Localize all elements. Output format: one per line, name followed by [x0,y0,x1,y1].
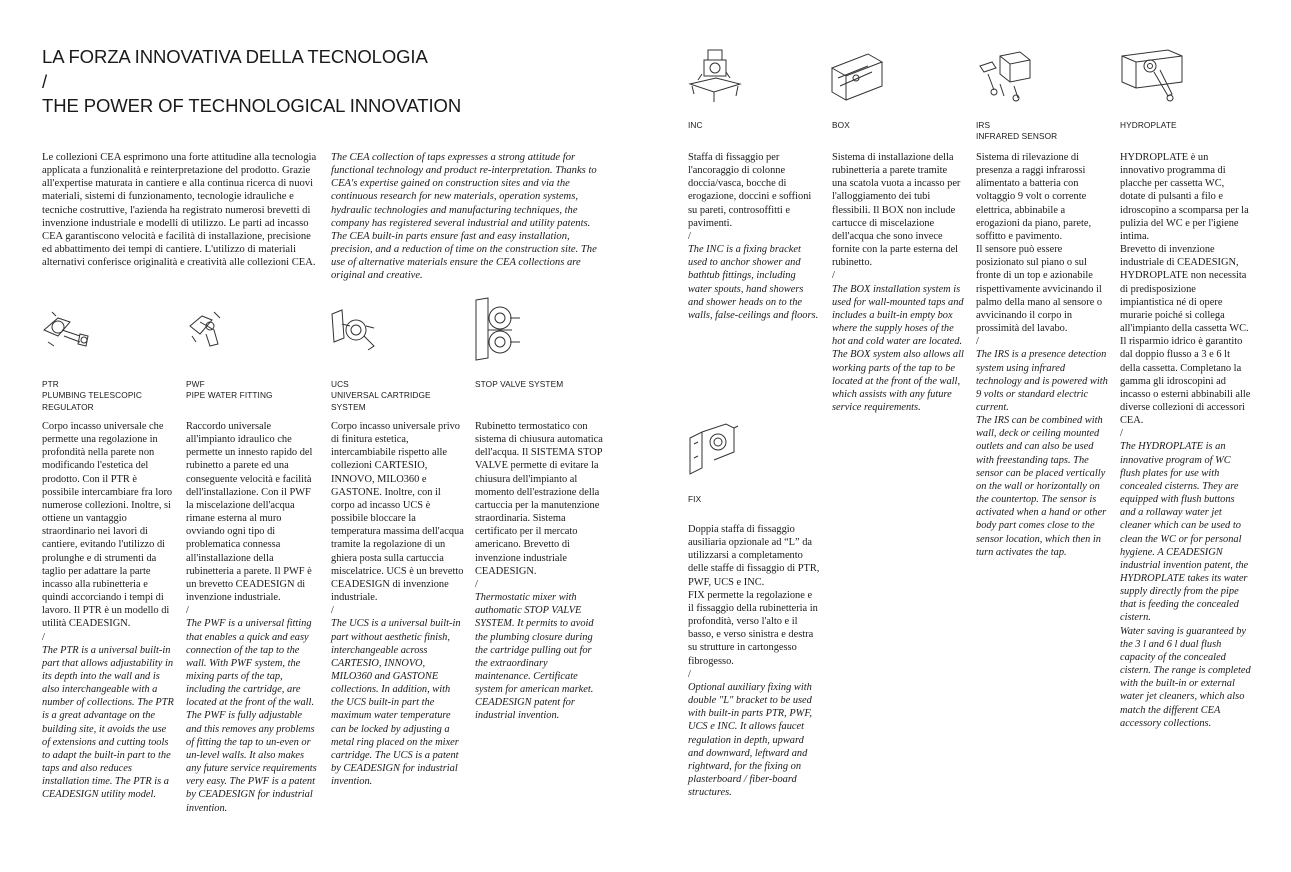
fix-text-italian-2: FIX permette la regolazione e il fissaggio della rubinetteria in profondità, verso l'alto e il basso, e verso sinistra e destra su strutture in cartongesso fibrogesso. [688,589,818,667]
separator: / [42,631,45,643]
fix-text-english: Optional auxiliary fixing with double "L" bracket to be used with built-in parts PTR, PWF, UCS e INC. It allows faucet regulation in depth, upward and downward, leftward and rightward, for the fixing on plasterboard / fiber-board structures. [688,681,812,799]
box-text [832,151,964,414]
irs-text-italian-1: Sistema di rilevazione di presenza a raggi infrarossi alimentato a batteria con voltaggio 9 volt o corrente elettrica, abbinabile a erogazioni da piano, parete, soffitto e pavimento. [976,152,1092,242]
intro-english: The CEA collection of taps expresses a strong attitude for functional technology and product re-interpretation. Thanks to CEA's expertise gained on construction sites and via the continuous research for new materials, operation systems, hydraulic technologies and manufacturing techniques, the company has registered several industrial and utility patents. The CEA built-in parts ensure fast and easy installation, precision, and a reduction of time on the construction site. The use of alternative materials ensure the CEA collections are original and creative. [331,152,597,282]
ptr-subtitle-1: PLUMBING TELESCOPIC [42,390,142,401]
separator: / [688,668,691,680]
hydroplate-text [1120,151,1252,730]
hydroplate-text-italian-2: Brevetto di invenzione industriale di CEADESIGN, HYDROPLATE non necessita di predisposizione impiantistica né di opere murarie poiché si collega all'impianto della cassetta WC. Il risparmio idrico è garantito dal doppio flusso a 3 e 6 lt della cassetta. Completano la gamma gli idroscopini ad incasso o esterni abbinabili alle diverse collezioni di accessori CEA. [1120,244,1251,427]
ucs-subtitle-1: UNIVERSAL CARTRIDGE [331,390,431,401]
separator: / [832,270,835,282]
separator: / [475,578,478,590]
separator: / [976,336,979,348]
box-text-english: The BOX installation system is used for wall-mounted taps and includes a built-in empty box where the supply hoses of the hot and cold water are located. The BOX system also allows all working parts of the tap to be located at the front of the wall, which assists with any future service requirements. [832,283,964,413]
inc-text-italian: Staffa di fissaggio per l'ancoraggio di colonne doccia/vasca, bocche di erogazione, doccini e soffioni su pareti, controsoffitti e pavimenti. [688,152,812,229]
separator: / [186,605,189,617]
box-code: BOX [832,120,850,130]
ptr-code: PTR [42,379,59,389]
ucs-code: UCS [331,379,349,389]
irs-text-italian-2: Il sensore può essere posizionato sul piano o sul fronte di un top e azionabile rispettivamente avvicinando il palmo della mano al sensore o avvicinando il corpo in prossimità del lavabo. [976,244,1103,335]
ucs-text-english: The UCS is a universal built-in part without aesthetic finish, interchangeable across CARTESIO, INNOVO, MILO360 and GASTONE collections. In addition, with the UCS built-in part the maximum water temperature can be locked by adjusting a metal ring placed on the mixer cartridge. The UCS is a patent by CEADESIGN for industrial invention. [331,618,461,788]
title-italian: LA FORZA INNOVATIVA DELLA TECNOLOGIA [42,46,428,67]
separator: / [1120,428,1123,440]
separator: / [331,605,334,617]
pwf-subtitle-1: PIPE WATER FITTING [186,390,273,401]
fix-bracket-drawing-icon [686,418,742,478]
ucs-text [331,420,464,788]
box-drawing-icon [828,48,886,104]
separator: / [688,230,691,242]
fix-text [688,523,820,799]
pwf-text [186,420,319,815]
ptr-text-english: The PTR is a universal built-in part that allows adjustability in its depth into the wall and is also interchangeable with a number of collections. The PTR is a great advantage on the building site, it avoids the use of extensions and cutting tools to adapt the built-in part to the taps and also reduces installation time. The PTR is a CEADESIGN utility model. [42,644,174,801]
ptr-fitting-drawing-icon [40,306,96,352]
ptr-text-italian: Corpo incasso universale che permette una regolazione in profondità nella parete non modificando l'estetica del prodotto. Con il PTR è possibile intercambiare fra loro numerose collezioni. Inoltre, si ottiene un vantaggio straordinario nei lavori di cantiere, evitando l'utilizzo di prolunghe e di strumenti da taglio per adattare la parte incasso alla rubinetteria e quindi accorciando i tempi di lavoro. Il PTR è un modello di utilità CEADESIGN. [42,421,173,630]
fix-label [688,494,701,505]
inc-bracket-drawing-icon [686,44,744,104]
stop-valve-text [475,420,605,723]
pwf-text-italian: Raccordo universale all'impianto idraulico che permette un innesto rapido del rubinetto a parete ed una conseguente velocità e facilità dell'installazione. Con il PWF la miscelazione dell'acqua rimane esterna al muro ovviando ogni tipo di problematica connessa all'installazione della rubinetteria a parete. Il PWF è un brevetto CEADESIGN di invenzione industriale. [186,421,313,604]
title-slash: / [42,70,48,92]
title-english: THE POWER OF TECHNOLOGICAL INNOVATION [42,95,462,116]
irs-label [976,120,1057,143]
ucs-label [331,379,431,413]
inc-text [688,151,820,322]
irs-text [976,151,1108,559]
fix-text-italian-1: Doppia staffa di fissaggio ausiliaria opzionale ad “L” da utilizzarsi a completamento delle staffe di fissaggio di PTR, PWF, UCS e INC. [688,524,820,588]
ptr-text [42,420,175,802]
stop-valve-text-english: Thermostatic mixer with authomatic STOP VALVE SYSTEM. It permits to avoid the plumbing closure during the cartridge pulling out for the extraordinary maintenance. Certificate system for american market. CEADESIGN patent for industrial invention. [475,592,594,722]
inc-text-english: The INC is a fixing bracket used to anchor shower and bathtub fittings, including water spouts, hand showers and shower heads on to the walls, false-ceilings and floors. [688,244,819,321]
hydroplate-label [1120,120,1177,131]
irs-text-english-1: The IRS is a presence detection system using infrared technology and is powered with 9 volts or standard electric current. [976,349,1108,413]
irs-text-english-2: The IRS can be combined with wall, deck or ceiling mounted outlets and can also be used with freestanding taps. The sensor can be placed vertically on the wall or horizontally on the countertop. The sensor is activated when a hand or other body part comes close to the sensor location, which then in turn activates the tap. [976,415,1107,558]
intro-italian: Le collezioni CEA esprimono una forte attitudine alla tecnologia applicata a funzionalità e reinterpretazione del prodotto. Grazie all'expertise maturata in cantiere e alla continua ricerca di nuovi materiali, sistemi di funzionamento, tecnologie idrauliche e tecniche costruttive, l'azienda ha registrato numerosi brevetti di invenzione industriale e modelli di utilizzo. Le parti ad incasso CEA garantiscono velocità e facilità di installazione, precisione ed abbattimento dei tempi di cantiere. L'utilizzo di materiali alternativi conferisce originalità e creatività alle collezioni CEA. [42,152,317,269]
hydroplate-code: HYDROPLATE [1120,120,1177,130]
ucs-subtitle-2: SYSTEM [331,401,366,412]
hydroplate-text-italian-1: HYDROPLATE è un innovativo programma di placche per cassetta WC, dotate di pulsanti a filo e idroscopino a scomparsa per la pulizia del WC e per l'igiene intima. [1120,152,1249,242]
stop-valve-text-italian: Rubinetto termostatico con sistema di chiusura automatica dell'acqua. Il SISTEMA STOP VALVE permette di evitare la chiusura dell'impianto al momento dell'estrazione della cartuccia per la manutenzione straordinaria. Sistema certificato per il mercato americano. Brevetto di invenzione industriale CEADESIGN. [475,421,603,577]
pwf-code: PWF [186,379,205,389]
fix-code: FIX [688,494,702,504]
stop-valve-code: STOP VALVE SYSTEM [475,379,564,389]
pwf-label [186,379,273,402]
stop-valve-label [475,379,563,390]
pwf-fitting-drawing-icon [184,304,240,352]
hydroplate-text-english-2: Water saving is guaranteed by the 3 l and 6 l dual flush capacity of the concealed cistern. The range is completed with the built-in or external water jet cleaners, which also match the different CEA accessory collections. [1120,625,1251,729]
pwf-text-english: The PWF is a universal fitting that enables a quick and easy connection of the tap to the wall. With PWF system, the mixing parts of the tap, including the cartridge, are located at the front of the wall. The PWF is fully adjustable and this removes any problems of fitting the tap to un-even or un-level walls. It also makes any future service requirements very easy. The PWF is a patent by CEADESIGN for industrial invention. [186,618,317,814]
hydroplate-drawing-icon [1118,46,1188,104]
infrared-sensor-drawing-icon [974,46,1038,102]
irs-subtitle-1: INFRARED SENSOR [976,131,1058,142]
box-label [832,120,850,131]
ptr-subtitle-2: REGULATOR [42,401,94,412]
irs-code: IRS [976,120,991,130]
hydroplate-text-english-1: The HYDROPLATE is an innovative program of WC flush plates for use with concealed cisterns. They are equipped with flush buttons and a rollaway water jet cleaner which can be used to clean the WC or for personal hygiene. A CEADESIGN industrial invention patent, the HYDROPLATE takes its water supply directly from the pipe that is feeding the concealed cistern. [1120,441,1249,624]
box-text-italian: Sistema di installazione della rubinetteria a parete tramite una scatola vuota a incasso per l'alloggiamento dei tubi flessibili. Il BOX non include cartucce di miscelazione dell'acqua che sono invece fornite con la parte esterna del rubinetto. [832,152,961,269]
inc-code: INC [688,120,703,130]
page-title [42,45,602,119]
ucs-text-italian: Corpo incasso universale privo di finitura estetica, intercambiabile rispetto alle collezioni CARTESIO, INNOVO, MILO360 e GASTONE. Inoltre, con il corpo ad incasso UCS è possibile bloccare la temperatura massima dell'acqua tramite la regolazione di un ghiera posta sulla cartuccia miscelatrice. UCS è un brevetto CEADESIGN di invenzione industriale. [331,421,464,604]
inc-label [688,120,703,131]
ucs-cartridge-drawing-icon [328,306,382,352]
ptr-label [42,379,142,413]
stop-valve-drawing-icon [472,296,524,362]
